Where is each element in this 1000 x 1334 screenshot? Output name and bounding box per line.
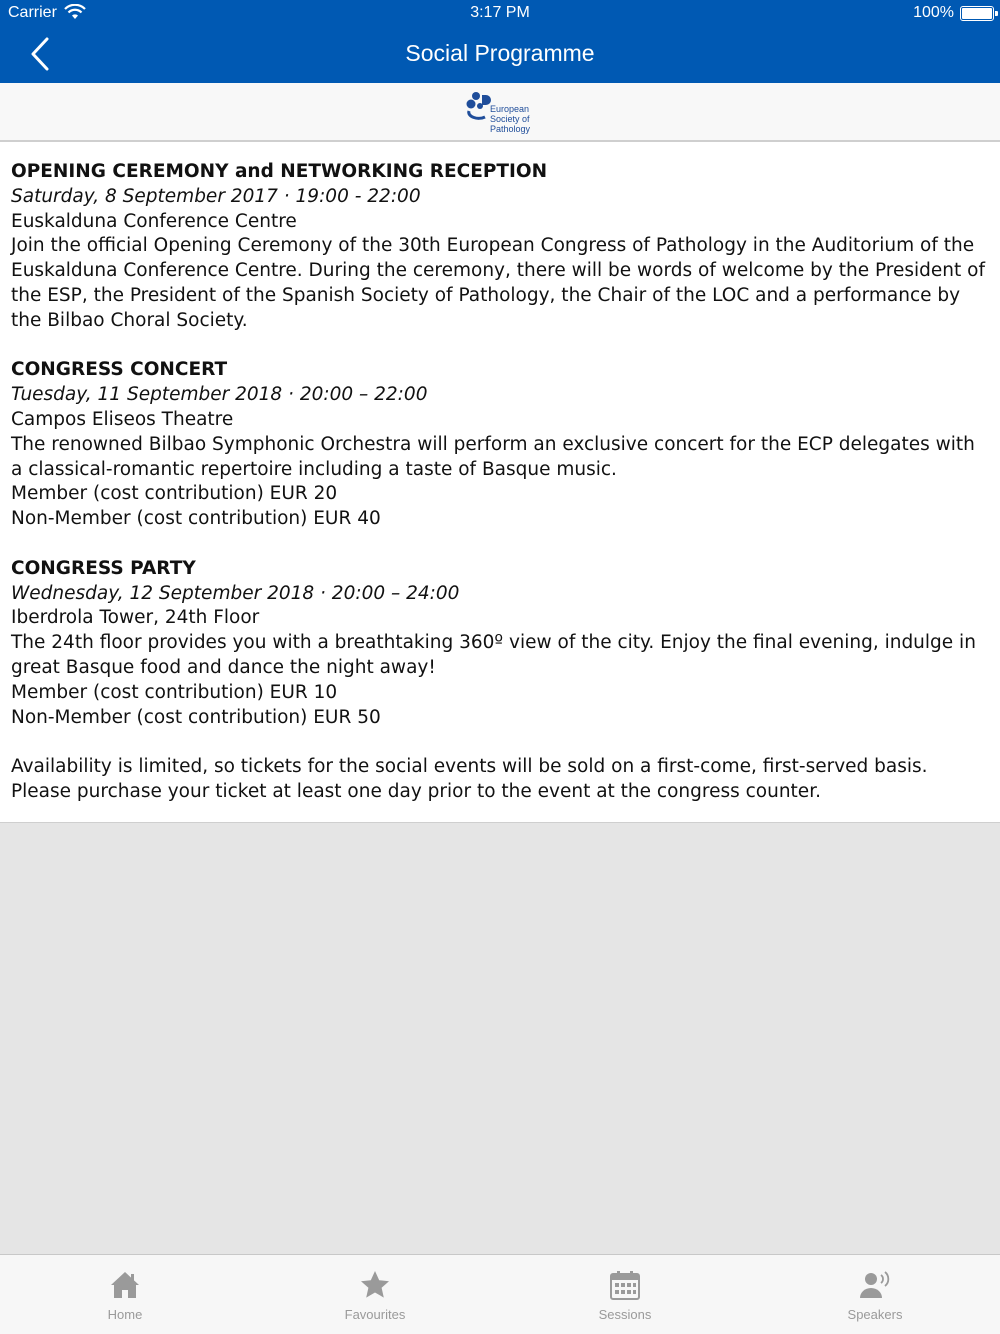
battery-icon: [960, 6, 994, 21]
event-venue: Euskalduna Conference Centre: [11, 210, 297, 232]
logo-line-1: European: [490, 104, 530, 114]
event-description: The 24th floor provides you with a breathtaking 360º view of the city. Enjoy the final evening, indulge in great Basque food and dance the night away!: [11, 632, 976, 678]
event-congress-concert: [11, 358, 989, 532]
programme-content: [0, 142, 1000, 823]
tab-speakers[interactable]: [750, 1255, 1000, 1334]
status-bar: [0, 0, 1000, 28]
event-opening-ceremony: [11, 160, 989, 334]
star-icon: [359, 1269, 391, 1301]
home-icon: [109, 1269, 141, 1301]
availability-note: [11, 755, 989, 805]
status-time: 3:17 PM: [470, 4, 530, 21]
tab-bar: [0, 1254, 1000, 1334]
tab-sessions[interactable]: [500, 1255, 750, 1334]
nonmember-price: Non-Member (cost contribution) EUR 50: [11, 706, 381, 728]
battery-percentage: 100%: [913, 4, 954, 21]
event-congress-party: [11, 557, 989, 731]
member-price: Member (cost contribution) EUR 10: [11, 681, 338, 703]
event-venue: Iberdrola Tower, 24th Floor: [11, 607, 260, 629]
page-title: Social Programme: [405, 40, 595, 66]
logo-banner: [0, 83, 1000, 142]
carrier-label: Carrier: [8, 4, 57, 21]
esp-logo: [466, 89, 546, 137]
tab-label: Sessions: [598, 1307, 652, 1322]
event-description: The renowned Bilbao Symphonic Orchestra will perform an exclusive concert for the ECP delegates with a classical-romantic repertoire including a taste of Basque music.: [11, 433, 975, 480]
tab-favourites[interactable]: [250, 1255, 500, 1334]
event-title: CONGRESS CONCERT: [11, 359, 228, 381]
tab-home[interactable]: [0, 1255, 250, 1334]
navigation-bar: [0, 0, 1000, 83]
logo-line-3: Pathology: [490, 124, 531, 134]
note-line-2: Please purchase your ticket at least one day prior to the event at the congress counter.: [11, 780, 821, 802]
esp-logo-mark: [466, 91, 492, 121]
event-venue: Campos Eliseos Theatre: [11, 408, 234, 430]
tab-label: Speakers: [847, 1307, 903, 1322]
tab-label: Home: [107, 1307, 143, 1322]
note-line-1: Availability is limited, so tickets for the social events will be sold on a first-come, first-served basis.: [11, 756, 928, 778]
event-title: CONGRESS PARTY: [11, 557, 196, 579]
calendar-icon: [609, 1269, 641, 1301]
logo-text: [490, 104, 530, 134]
event-date: Saturday, 8 September 2017 · 19:00 - 22:00: [11, 185, 421, 207]
event-date: Tuesday, 11 September 2018 · 20:00 – 22:00: [11, 384, 428, 406]
member-price: Member (cost contribution) EUR 20: [11, 483, 338, 505]
event-description: Join the official Opening Ceremony of the 30th European Congress of Pathology in the Auditorium of the Euskalduna Conference Centre. During the ceremony, there will be words of welcome by the President of the ESP, the President of the Spanish Society of Pathology, the Chair of the LOC and a performance by the Bilbao Choral Society.: [11, 235, 985, 331]
speaker-icon: [859, 1269, 891, 1301]
nonmember-price: Non-Member (cost contribution) EUR 40: [11, 508, 381, 530]
event-title: OPENING CEREMONY and NETWORKING RECEPTION: [11, 161, 548, 182]
logo-line-2: Society of: [490, 114, 530, 124]
event-date: Wednesday, 12 September 2018 · 20:00 – 24:00: [11, 582, 460, 604]
tab-label: Favourites: [344, 1307, 406, 1322]
